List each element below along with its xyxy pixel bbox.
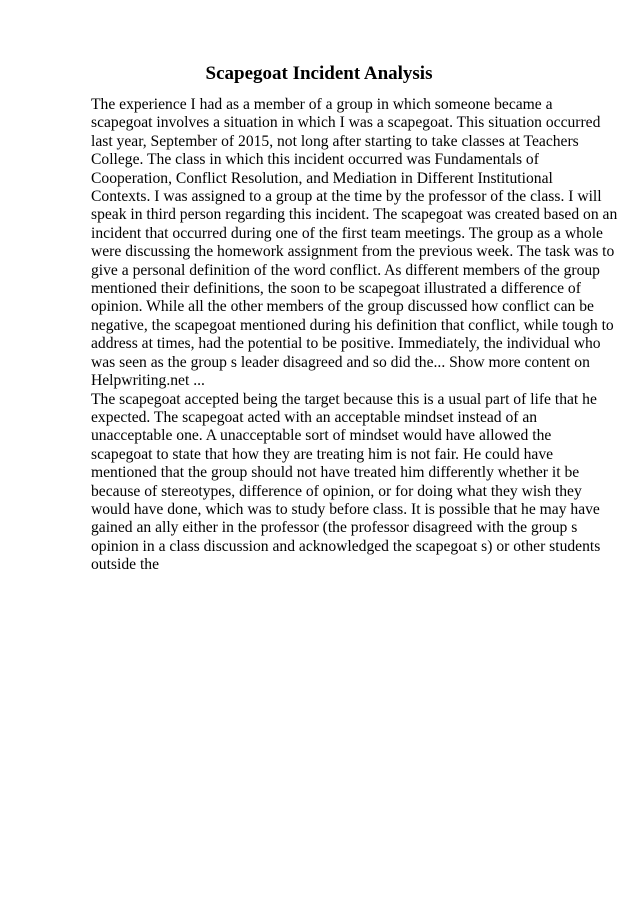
text-line: last year, September of 2015, not long after starting to take classes at Teachers: [91, 132, 579, 150]
text-line: address at times, had the potential to be positive. Immediately, the individual who: [91, 335, 601, 353]
text-line: negative, the scapegoat mentioned during his definition that conflict, while tough to: [91, 316, 614, 334]
text-line: incident that occurred during one of the first team meetings. The group as a whole: [91, 224, 603, 242]
text-line: because of stereotypes, difference of opinion, or for doing what they wish they: [91, 482, 582, 500]
document-body: [91, 96, 618, 575]
text-line: expected. The scapegoat acted with an acceptable mindset instead of an: [91, 408, 538, 426]
text-line: Helpwriting.net ...: [91, 372, 205, 390]
document-title: Scapegoat Incident Analysis: [205, 63, 433, 84]
text-line: opinion in a class discussion and acknowledged the scapegoat s) or other students: [91, 537, 601, 555]
text-line: Cooperation, Conflict Resolution, and Mediation in Different Institutional: [91, 169, 553, 187]
text-line: outside the: [91, 556, 159, 574]
text-line: would have done, which was to study before class. It is possible that he may have: [91, 500, 600, 518]
text-line: scapegoat involves a situation in which I was a scapegoat. This situation occurred: [91, 114, 601, 132]
text-line: scapegoat to state that how they are treating him is not fair. He could have: [91, 445, 554, 463]
paragraph-1: [91, 96, 618, 391]
text-line: mentioned that the group should not have treated him differently whether it be: [91, 464, 580, 482]
text-line: was seen as the group s leader disagreed and so did the... Show more content on: [91, 353, 590, 371]
text-line: give a personal definition of the word conflict. As different members of the group: [91, 261, 600, 279]
text-line: speak in third person regarding this incident. The scapegoat was created based on an: [91, 206, 618, 224]
paragraph-2: [91, 390, 601, 575]
text-line: mentioned their definitions, the soon to be scapegoat illustrated a difference of: [91, 280, 581, 298]
text-line: opinion. While all the other members of the group discussed how conflict can be: [91, 298, 594, 316]
text-line: Contexts. I was assigned to a group at the time by the professor of the class. I will: [91, 188, 602, 206]
text-line: The experience I had as a member of a group in which someone became a: [91, 96, 553, 113]
text-line: College. The class in which this incident occurred was Fundamentals of: [91, 151, 539, 169]
text-line: gained an ally either in the professor (the professor disagreed with the group s: [91, 519, 578, 537]
text-line: were discussing the homework assignment from the previous week. The task was to: [91, 243, 615, 261]
text-line: The scapegoat accepted being the target because this is a usual part of life that he: [91, 390, 597, 408]
text-line: unacceptable one. A unacceptable sort of mindset would have allowed the: [91, 427, 552, 445]
